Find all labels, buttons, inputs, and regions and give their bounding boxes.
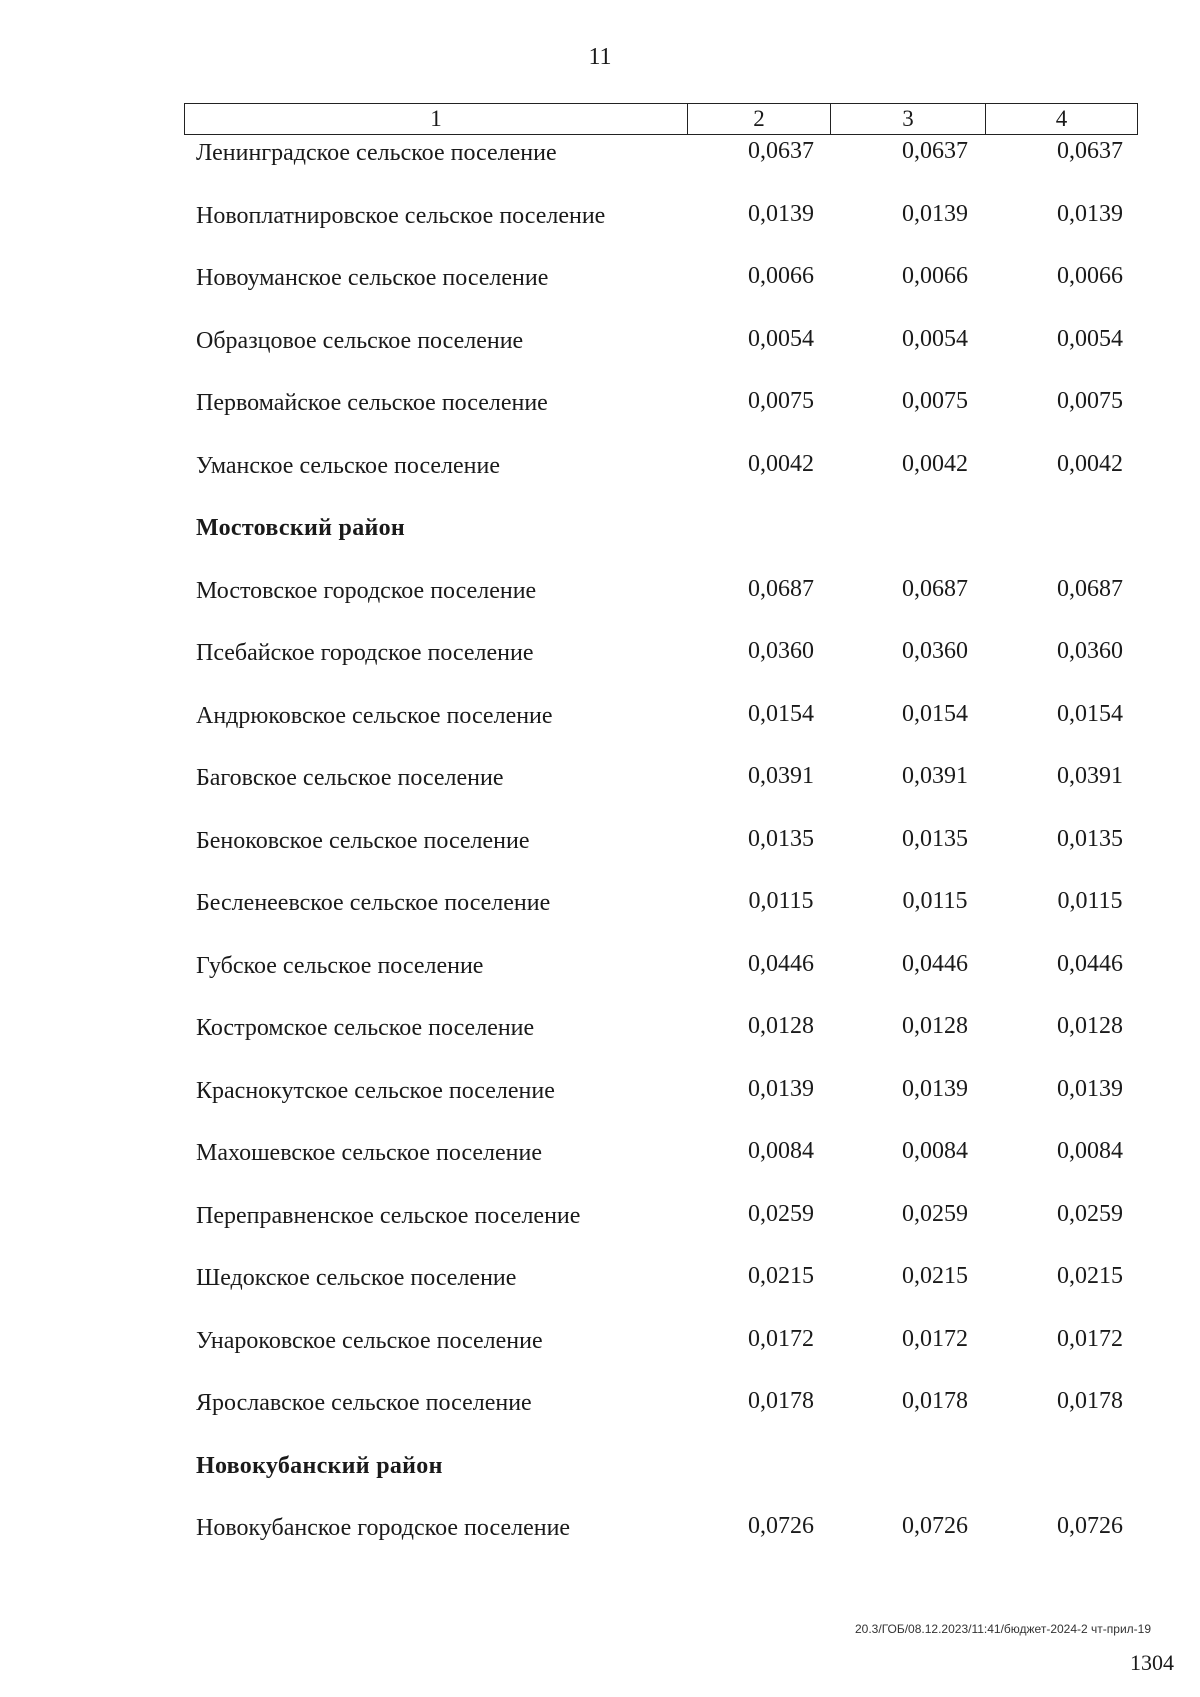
settlement-name: Костромское сельское поселение — [196, 1015, 535, 1041]
table-row — [0, 697, 1200, 760]
value-col-3: 0,0139 — [902, 200, 968, 227]
table-row — [0, 572, 1200, 635]
value-col-4: 0,0139 — [1057, 200, 1123, 227]
header-col-1: 1 — [185, 104, 688, 134]
settlement-name: Шедокское сельское поселение — [196, 1265, 517, 1291]
value-col-4: 0,0259 — [1057, 1200, 1123, 1227]
value-col-4: 0,0178 — [1057, 1388, 1123, 1414]
value-col-3: 0,0066 — [902, 263, 968, 289]
value-col-4: 0,0054 — [1057, 325, 1123, 352]
value-col-3: 0,0178 — [902, 1388, 968, 1414]
value-col-2: 0,0066 — [748, 263, 814, 289]
page-number: 11 — [588, 44, 612, 70]
settlement-name: Новоуманское сельское поселение — [196, 265, 549, 291]
table-row — [0, 134, 1200, 197]
value-col-2: 0,0042 — [748, 450, 814, 477]
value-col-3: 0,0726 — [902, 1513, 968, 1539]
value-col-2: 0,0172 — [748, 1325, 814, 1352]
value-col-4: 0,0391 — [1057, 763, 1123, 789]
value-col-3: 0,0259 — [902, 1200, 968, 1227]
settlement-name: Андрюковское сельское поселение — [196, 702, 553, 729]
value-col-4: 0,0637 — [1057, 138, 1123, 164]
settlement-name: Образцовое сельское поселение — [196, 327, 524, 354]
value-col-2: 0,0360 — [748, 638, 814, 664]
header-col-4: 4 — [1055, 106, 1068, 131]
value-col-4: 0,0042 — [1057, 450, 1123, 477]
table-row — [0, 1197, 1200, 1260]
value-col-2: 0,0637 — [748, 138, 814, 164]
value-col-4: 0,0128 — [1057, 1013, 1123, 1039]
value-col-3: 0,0084 — [902, 1138, 968, 1164]
value-col-2: 0,0259 — [748, 1200, 814, 1227]
table-row — [0, 1259, 1200, 1322]
settlement-name: Новокубанское городское поселение — [196, 1515, 571, 1541]
settlement-name: Новоплатнировское сельское поселение — [196, 202, 606, 229]
value-col-3: 0,0075 — [902, 388, 968, 414]
value-col-4: 0,0139 — [1057, 1075, 1123, 1102]
footer-page-number: 1304 — [1130, 1650, 1174, 1675]
value-col-3: 0,0042 — [902, 450, 968, 477]
value-col-3: 0,0115 — [902, 888, 968, 914]
value-col-2: 0,0687 — [748, 575, 814, 602]
value-col-3: 0,0687 — [902, 575, 968, 602]
settlement-name: Баговское сельское поселение — [196, 765, 504, 791]
value-col-2: 0,0154 — [748, 700, 814, 727]
table-row — [0, 384, 1200, 447]
value-col-4: 0,0726 — [1057, 1513, 1123, 1539]
value-col-3: 0,0054 — [902, 325, 968, 352]
settlement-name: Губское сельское поселение — [196, 952, 484, 979]
value-col-2: 0,0391 — [748, 763, 814, 789]
value-col-2: 0,0115 — [748, 888, 814, 914]
value-col-2: 0,0446 — [748, 950, 814, 977]
table-row — [0, 447, 1200, 510]
value-col-2: 0,0178 — [748, 1388, 814, 1414]
value-col-2: 0,0139 — [748, 200, 814, 227]
settlement-name: Бесленеевское сельское поселение — [196, 890, 551, 916]
value-col-4: 0,0446 — [1057, 950, 1123, 977]
header-col-3: 3 — [831, 104, 986, 134]
table-row — [0, 322, 1200, 385]
value-col-2: 0,0139 — [748, 1075, 814, 1102]
settlement-name: Псебайское городское поселение — [196, 640, 534, 666]
settlement-name: Ленинградское сельское поселение — [196, 140, 557, 166]
value-col-4: 0,0075 — [1057, 388, 1123, 414]
value-col-2: 0,0084 — [748, 1138, 814, 1164]
settlement-name: Беноковское сельское поселение — [196, 827, 530, 854]
settlement-name: Краснокутское сельское поселение — [196, 1077, 555, 1104]
settlement-name: Мостовское городское поселение — [196, 577, 537, 604]
value-col-3: 0,0139 — [902, 1075, 968, 1102]
value-col-3: 0,0154 — [902, 700, 968, 727]
table-row — [0, 1072, 1200, 1135]
table-row — [0, 1509, 1200, 1572]
settlement-name: Махошевское сельское поселение — [196, 1140, 543, 1166]
table-row — [0, 947, 1200, 1010]
value-col-2: 0,0128 — [748, 1013, 814, 1039]
value-col-3: 0,0215 — [902, 1263, 968, 1289]
settlement-name: Уманское сельское поселение — [196, 452, 501, 479]
table-row — [0, 197, 1200, 260]
table-row — [0, 1384, 1200, 1447]
table-row — [0, 1134, 1200, 1197]
value-col-2: 0,0215 — [748, 1263, 814, 1289]
value-col-4: 0,0172 — [1057, 1325, 1123, 1352]
header-col-2: 2 — [688, 104, 831, 134]
district-name: Мостовский район — [196, 515, 406, 541]
table-row — [0, 634, 1200, 697]
settlement-name: Первомайское сельское поселение — [196, 390, 548, 416]
table-row — [0, 259, 1200, 322]
value-col-4: 0,0360 — [1057, 638, 1123, 664]
value-col-4: 0,0135 — [1057, 825, 1123, 852]
value-col-4: 0,0115 — [1057, 888, 1123, 914]
table-row — [0, 822, 1200, 885]
district-name: Новокубанский район — [196, 1452, 443, 1479]
value-col-3: 0,0128 — [902, 1013, 968, 1039]
value-col-4: 0,0215 — [1057, 1263, 1123, 1289]
table-row — [0, 884, 1200, 947]
section-heading-row — [0, 509, 1200, 572]
document-stamp: 20.3/ГОБ/08.12.2023/11:41/бюджет-2024-2 чт-прил-19 — [855, 1622, 1151, 1636]
value-col-4: 0,0084 — [1057, 1138, 1123, 1164]
value-col-4: 0,0687 — [1057, 575, 1123, 602]
value-col-3: 0,0391 — [902, 763, 968, 789]
settlement-name: Переправненское сельское поселение — [196, 1202, 581, 1229]
table-row — [0, 759, 1200, 822]
value-col-2: 0,0135 — [748, 825, 814, 852]
value-col-3: 0,0360 — [902, 638, 968, 664]
section-heading-row — [0, 1447, 1200, 1510]
value-col-3: 0,0446 — [902, 950, 968, 977]
table-row — [0, 1322, 1200, 1385]
value-col-4: 0,0154 — [1057, 700, 1123, 727]
value-col-2: 0,0075 — [748, 388, 814, 414]
value-col-3: 0,0135 — [902, 825, 968, 852]
settlement-name: Унароковское сельское поселение — [196, 1327, 543, 1354]
table-body — [0, 134, 1200, 1572]
table-row — [0, 1009, 1200, 1072]
settlement-name: Ярославское сельское поселение — [196, 1390, 532, 1416]
value-col-3: 0,0637 — [902, 138, 968, 164]
value-col-4: 0,0066 — [1057, 263, 1123, 289]
value-col-2: 0,0726 — [748, 1513, 814, 1539]
value-col-3: 0,0172 — [902, 1325, 968, 1352]
value-col-2: 0,0054 — [748, 325, 814, 352]
table-header — [184, 103, 1138, 135]
